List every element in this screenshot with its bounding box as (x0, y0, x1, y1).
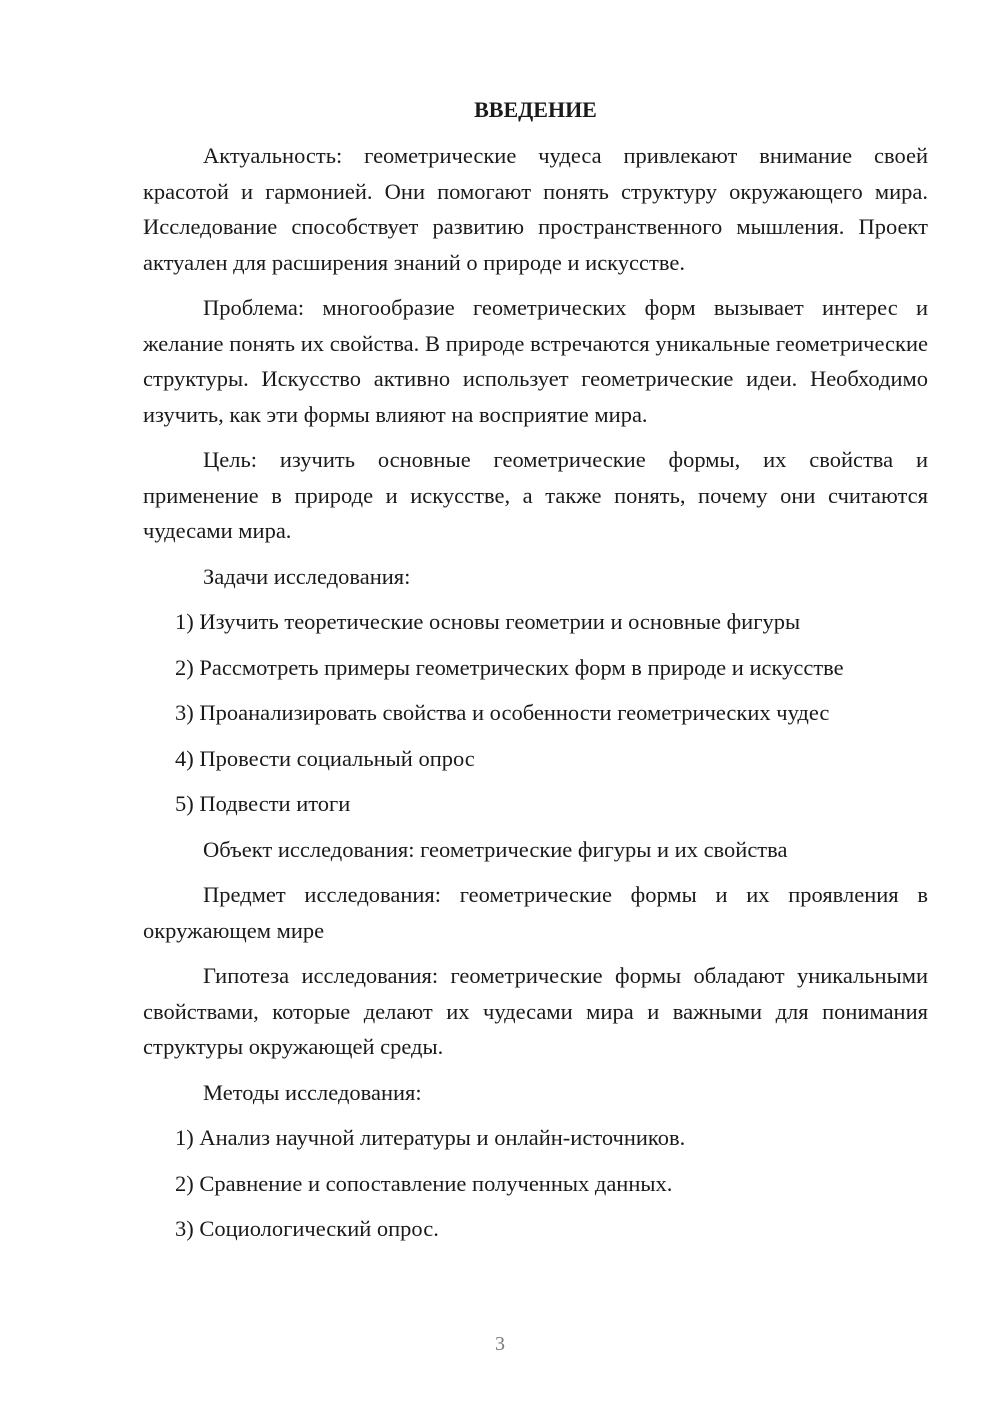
task-item: 5) Подвести итоги (175, 791, 351, 816)
method-item: 1) Анализ научной литературы и онлайн-источников. (175, 1125, 686, 1150)
method-item: 3) Социологический опрос. (175, 1216, 439, 1241)
tasks-list (143, 604, 928, 822)
methods-heading: Методы исследования: (203, 1079, 422, 1105)
methods-list (143, 1120, 928, 1247)
task-item: 1) Изучить теоретические основы геометрии и основные фигуры (175, 609, 801, 634)
task-item: 2) Рассмотреть примеры геометрических форм в природе и искусстве (175, 654, 844, 680)
tasks-heading: Задачи исследования: (203, 563, 411, 589)
section-title: ВВЕДЕНИЕ (474, 97, 597, 122)
page-number: 3 (495, 1333, 505, 1355)
task-item: 4) Провести социальный опрос (175, 745, 475, 771)
task-item: 3) Проанализировать свойства и особенности геометрических чудес (175, 700, 830, 725)
subject-paragraph: Предмет исследования: геометрические формы и их проявления в окружающем мире (143, 882, 928, 943)
hypothesis-paragraph: Гипотеза исследования: геометрические формы обладают уникальными свойствами, которые делают их чудесами мира и важными для понимания структуры окружающей среды. (143, 963, 928, 1059)
goal-paragraph: Цель: изучить основные геометрические формы, их свойства и применение в природе и искусстве, а также понять, почему они считаются чудесами мира. (143, 447, 928, 543)
relevance-paragraph: Актуальность: геометрические чудеса привлекают внимание своей красотой и гармонией. Они помогают понять структуру окружающего мира. Исследование способствует развитию пространственного мышления. Проект актуален для расширения знаний о природе и искусстве. (143, 143, 928, 275)
object-paragraph: Объект исследования: геометрические фигуры и их свойства (203, 836, 788, 862)
page-content (143, 92, 928, 1257)
method-item: 2) Сравнение и сопоставление полученных данных. (175, 1170, 673, 1196)
problem-paragraph: Проблема: многообразие геометрических форм вызывает интерес и желание понять их свойства. В природе встречаются уникальные геометрические структуры. Искусство активно использует геометрические идеи. Необходимо изучить, как эти формы влияют на восприятие мира. (143, 295, 928, 427)
